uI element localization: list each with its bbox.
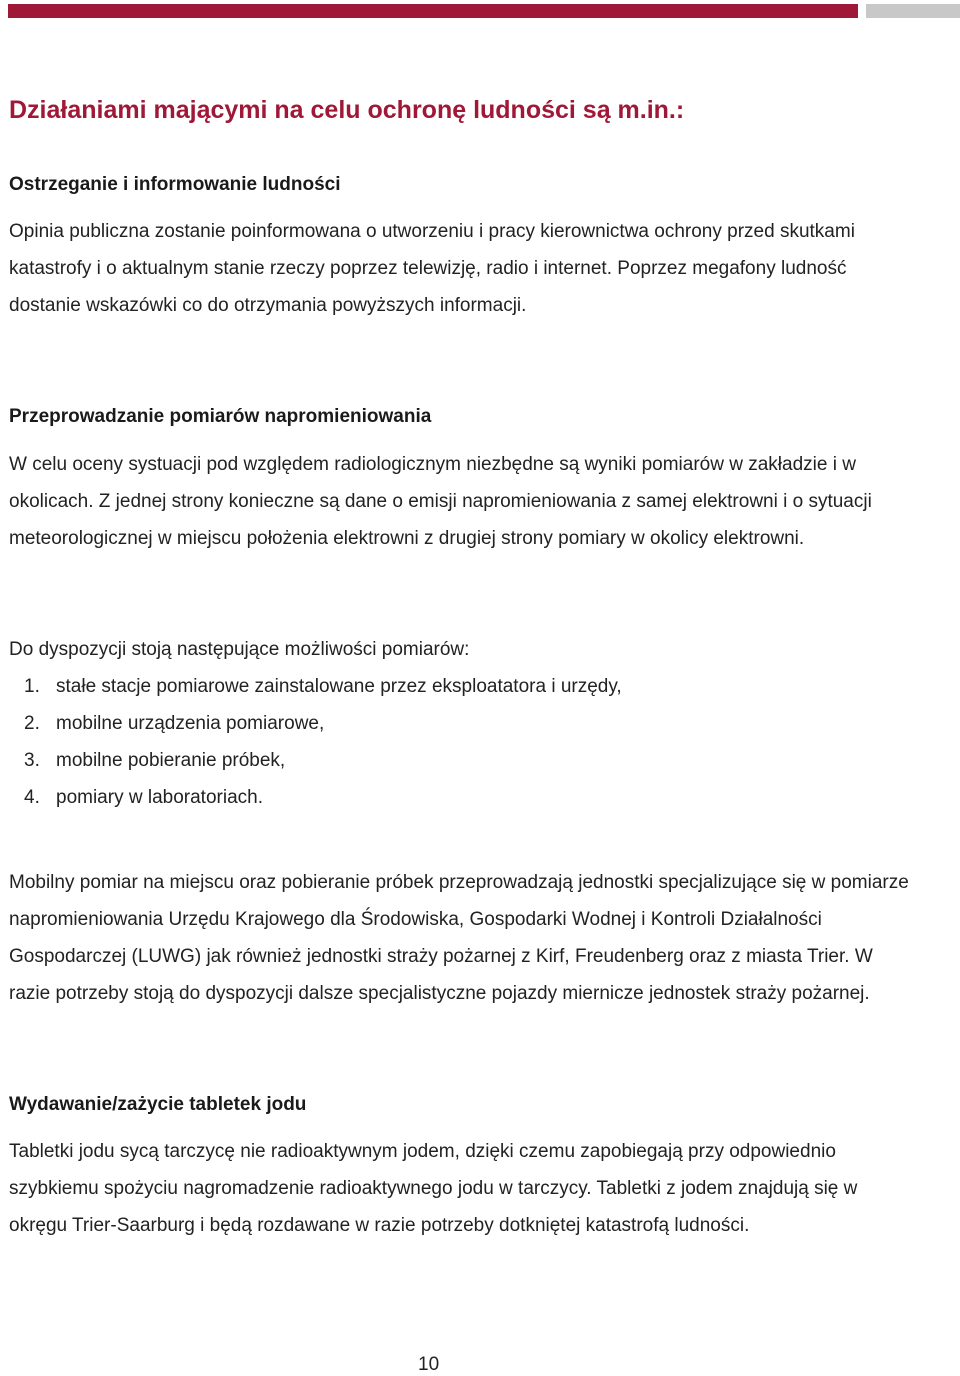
section-paragraph-iodine: Tabletki jodu sycą tarczycę nie radioaktywnym jodem, dzięki czemu zapobiegają przy odpowiednio szybkiemu spożyciu nagromadzenie radioaktywnego jodu w tarczycy. Tabletki z jodem znajdują się w okręgu Trier-Saarburg i będą rozdawane w razie potrzeby dotkniętej katastrofą ludności. [9,1141,858,1236]
page-number: 10 [418,1354,440,1375]
mobile-measurement-paragraph: Mobilny pomiar na miejscu oraz pobieranie próbek przeprowadzają jednostki specjalizujące się w pomiarze napromieniowania Urzędu Krajowego dla Środowiska, Gospodarki Wodnej i Kontroli Działalności Gospodarczej (LUWG) jak również jednostki straży pożarnej z Kirf, Freudenberg oraz z miasta Trier. W razie potrzeby stoją do dyspozycji dalsze specjalistyczne pojazdy miernicze jednostek straży pożarnej. [9,872,909,1004]
section-paragraph-warning: Opinia publiczna zostanie poinformowana o utworzeniu i pracy kierownictwa ochrony przed skutkami katastrofy i o aktualnym stanie rzeczy poprzez telewizję, radio i internet. Poprzez megafony ludność dostanie wskazówki co do otrzymania powyższych informacji. [9,221,855,316]
section-title-warning: Ostrzeganie i informowanie ludności [9,174,341,195]
section-title-measurements: Przeprowadzanie pomiarów napromieniowania [9,406,432,427]
list-item: 4. pomiary w laboratoriach. [24,787,263,808]
measurement-options-list [24,668,622,816]
section-paragraph-measurements: W celu oceny systuacji pod względem radiologicznym niezbędne są wyniki pomiarów w zakładzie i w okolicach. Z jednej strony konieczne są dane o emisji napromieniowania z samej elektrowni i o sytuacji meteorologicznej w miejscu położenia elektrowni z drugiej strony pomiary w okolicy elektrowni. [9,454,872,549]
section-title-iodine: Wydawanie/zażycie tabletek jodu [9,1094,307,1115]
top-bar-red-segment [8,4,858,18]
list-item: 2. mobilne urządzenia pomiarowe, [24,713,325,734]
list-intro: Do dyspozycji stoją następujące możliwości pomiarów: [9,639,470,660]
top-color-bar [8,4,960,18]
list-item: 1. stałe stacje pomiarowe zainstalowane przez eksploatatora i urzędy, [24,676,622,697]
top-bar-grey-segment [866,4,960,18]
page-title: Działaniami mającymi na celu ochronę ludności są m.in.: [9,96,685,124]
list-item: 3. mobilne pobieranie próbek, [24,750,286,771]
